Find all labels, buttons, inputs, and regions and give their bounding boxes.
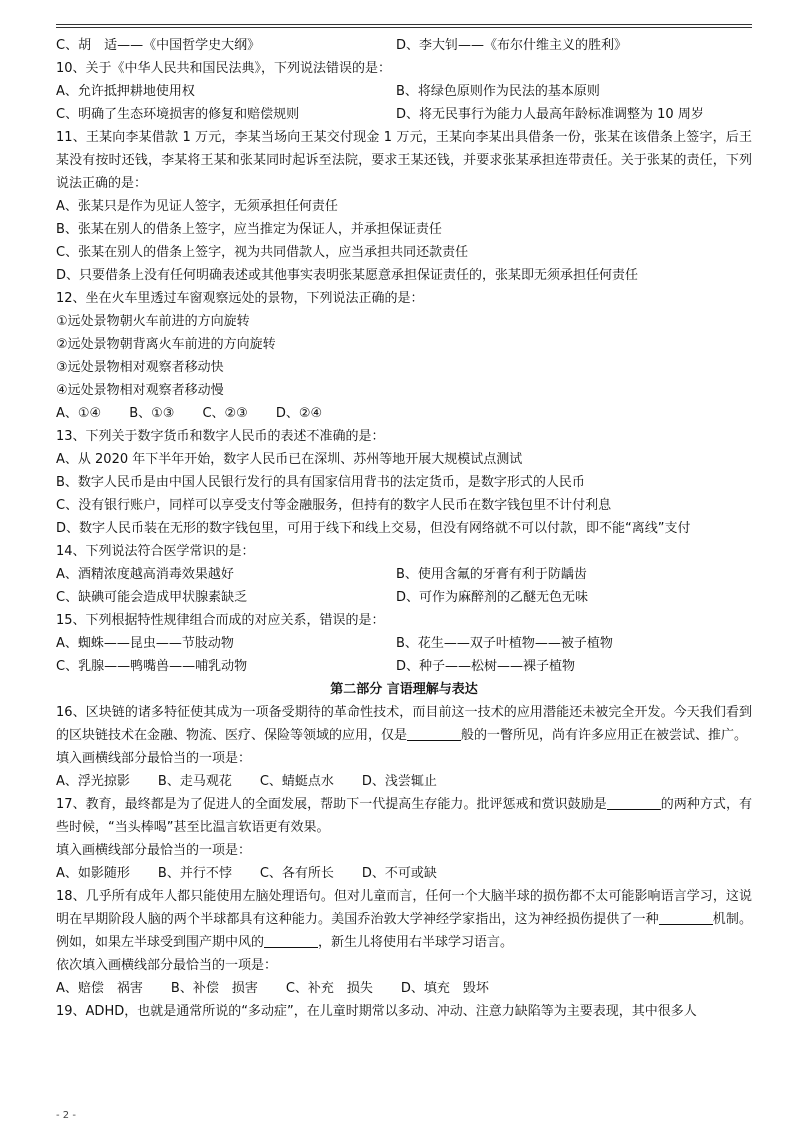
q9-option-d: D、李大钊——《布尔什维主义的胜利》: [396, 38, 628, 53]
q11-option-a: A、张某只是作为见证人签字，无须承担任何责任: [56, 199, 338, 214]
q12-stem: 12、坐在火车里透过车窗观察远处的景物，下列说法正确的是：: [56, 291, 424, 306]
q18-stem-2: 机制。例如，如果左半球受到围产期中风的: [56, 912, 752, 950]
q15-options-cd: [56, 655, 752, 678]
q15-option-a: A、蜘蛛——昆虫——节肢动物: [56, 636, 234, 651]
q15-option-d: D、种子——松树——裸子植物: [396, 659, 576, 674]
q17-stem-after: 的两种方式，有些时候，“当头棒喝”甚至比温言软语更有效果。: [56, 797, 752, 835]
q17-prompt: 填入画横线部分最恰当的一项是：: [56, 843, 252, 858]
q18-stem-1: 18、几乎所有成年人都只能使用左脑处理语句。但对儿童而言，任何一个大脑半球的损伤都不太可能影响语言学习，这说明在早期阶段人脑的两个半球都具有这种能力。美国乔治敦大学神经学家指出，这为神经损伤提供了一种: [56, 889, 752, 927]
q17-stem: [56, 793, 752, 839]
q18-option-b: B、补偿 损害: [170, 981, 258, 996]
q14-option-d: D、可作为麻醉剂的乙醚无色无味: [396, 590, 589, 605]
q10-stem: 10、关于《中华人民共和国民法典》，下列说法错误的是：: [56, 61, 392, 76]
q11-option-c: C、张某在别人的借条上签字，视为共同借款人，应当承担共同还款责任: [56, 245, 469, 260]
q19-stem: 19、ADHD，也就是通常所说的“多动症”，在儿童时期常以多动、冲动、注意力缺陷等为主要表现，其中很多人: [56, 1004, 697, 1019]
q17-options: [56, 862, 752, 885]
q10-option-a: A、允许抵押耕地使用权: [56, 84, 195, 99]
q12-option-c: C、②③: [202, 406, 248, 421]
q12-item: ③远处景物相对观察者移动快: [56, 360, 224, 375]
q12-option-a: A、①④: [56, 406, 102, 421]
q9-options-cd: [56, 34, 752, 57]
q12-options: [56, 402, 752, 425]
q18-option-c: C、补充 损失: [285, 981, 373, 996]
q12-item: ②远处景物朝背离火车前进的方向旋转: [56, 337, 276, 352]
q15-option-b: B、花生——双子叶植物——被子植物: [396, 636, 613, 651]
q16-stem: [56, 701, 752, 747]
q15-options-ab: [56, 632, 752, 655]
q13-option-b: B、数字人民币是由中国人民银行发行的具有国家信用背书的法定货币，是数字形式的人民币: [56, 475, 585, 490]
q18-prompt: 依次填入画横线部分最恰当的一项是：: [56, 958, 278, 973]
q11-option-d: D、只要借条上没有任何明确表述或其他事实表明张某愿意承担保证责任的，张某即无须承担任何责任: [56, 268, 639, 283]
fill-blank: [407, 725, 461, 741]
q12-item: ①远处景物朝火车前进的方向旋转: [56, 314, 250, 329]
q10-options-ab: [56, 80, 752, 103]
header-rule-top: [56, 24, 752, 25]
q16-option-d: D、浅尝辄止: [361, 774, 437, 789]
q17-option-a: A、如影随形: [56, 866, 130, 881]
q11-option-b: B、张某在别人的借条上签字，应当推定为保证人，并承担保证责任: [56, 222, 442, 237]
q17-stem-before: 17、教育，最终都是为了促进人的全面发展，帮助下一代提高生存能力。批评惩戒和赏识鼓励是: [56, 797, 607, 812]
q17-option-d: D、不可或缺: [361, 866, 437, 881]
q14-option-b: B、使用含氟的牙膏有利于防龋齿: [396, 567, 587, 582]
q15-option-c: C、乳腺——鸭嘴兽——哺乳动物: [56, 659, 248, 674]
q9-option-c: C、胡 适——《中国哲学史大纲》: [56, 38, 261, 53]
q16-prompt: 填入画横线部分最恰当的一项是：: [56, 751, 252, 766]
q15-stem: 15、下列根据特性规律组合而成的对应关系，错误的是：: [56, 613, 385, 628]
q14-option-c: C、缺碘可能会造成甲状腺素缺乏: [56, 590, 248, 605]
q10-options-cd: [56, 103, 752, 126]
fill-blank: [264, 932, 318, 948]
q18-option-a: A、赔偿 祸害: [56, 981, 143, 996]
q14-options-ab: [56, 563, 752, 586]
document-page: [56, 34, 752, 1023]
q16-options: [56, 770, 752, 793]
q18-stem-3: ，新生儿将使用右半球学习语言。: [318, 935, 514, 950]
page-number: - 2 -: [56, 1110, 76, 1121]
header-rule-bottom: [56, 27, 752, 28]
fill-blank: [607, 794, 661, 810]
section-title: 第二部分 言语理解与表达: [330, 682, 478, 697]
q13-option-a: A、从 2020 年下半年开始，数字人民币已在深圳、苏州等地开展大规模试点测试: [56, 452, 523, 467]
q18-option-d: D、填充 毁坏: [400, 981, 489, 996]
q18-options: [56, 977, 752, 1000]
q10-option-c: C、明确了生态环境损害的修复和赔偿规则: [56, 107, 300, 122]
q14-options-cd: [56, 586, 752, 609]
q16-option-a: A、浮光掠影: [56, 774, 130, 789]
q12-option-d: D、②④: [275, 406, 323, 421]
q16-option-c: C、蜻蜓点水: [259, 774, 334, 789]
q16-stem-after: 般的一瞥所见，尚有许多应用正在被尝试、推广。: [461, 728, 748, 743]
q17-option-b: B、并行不悖: [157, 866, 232, 881]
q12-item: ④远处景物相对观察者移动慢: [56, 383, 224, 398]
q10-option-d: D、将无民事行为能力人最高年龄标准调整为 10 周岁: [396, 107, 704, 122]
q14-stem: 14、下列说法符合医学常识的是：: [56, 544, 255, 559]
q14-option-a: A、酒精浓度越高消毒效果越好: [56, 567, 234, 582]
q13-option-d: D、数字人民币装在无形的数字钱包里，可用于线下和线上交易，但没有网络就不可以付款，即不能“离线”支付: [56, 521, 691, 536]
q18-stem: [56, 885, 752, 954]
q16-option-b: B、走马观花: [157, 774, 232, 789]
q13-option-c: C、没有银行账户，同样可以享受支付等金融服务，但持有的数字人民币在数字钱包里不计付利息: [56, 498, 612, 513]
q16-stem-before: 16、区块链的诸多特征使其成为一项备受期待的革命性技术，而目前这一技术的应用潜能还未被完全开发。今天我们看到的区块链技术在金融、物流、医疗、保险等领域的应用，仅是: [56, 705, 752, 743]
q17-option-c: C、各有所长: [259, 866, 334, 881]
q13-stem: 13、下列关于数字货币和数字人民币的表述不准确的是：: [56, 429, 385, 444]
q11-stem: 11、王某向李某借款 1 万元，李某当场向王某交付现金 1 万元，王某向李某出具借条一份，张某在该借条上签字，后王某没有按时还钱，李某将王某和张某同时起诉至法院，要求王某还钱，并要求张某承担连带责任。关于张某的责任，下列说法正确的是：: [56, 130, 752, 191]
q10-option-b: B、将绿色原则作为民法的基本原则: [396, 84, 600, 99]
q12-option-b: B、①③: [129, 406, 175, 421]
fill-blank: [659, 909, 713, 925]
